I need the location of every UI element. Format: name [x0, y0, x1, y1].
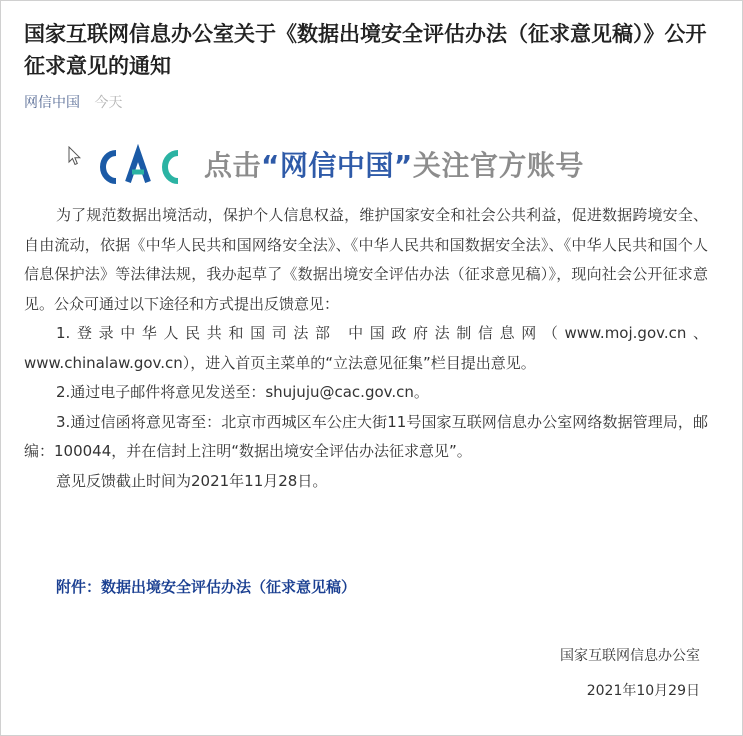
- publish-time: 今天: [94, 95, 123, 111]
- paragraph-intro: 为了规范数据出境活动，保护个人信息权益，维护国家安全和社会公共利益，促进数据跨境安全、自由流动，依据《中华人民共和国网络安全法》、《中华人民共和国数据安全法》、《中华人民共和国个人信息保护法》等法律法规，我办起草了《数据出境安全评估办法（征求意见稿）》，现向社会公开征求意见。公众可通过以下途径和方式提出反馈意见：: [24, 206, 708, 313]
- logo-text: CAC: [92, 144, 95, 145]
- paragraph-method-3: 3.通过信函将意见寄至：北京市西城区车公庄大街11号国家互联网信息办公室网络数据管理局，邮编：100044，并在信封上注明“数据出境安全评估办法征求意见”。: [24, 412, 708, 460]
- paragraph-method-1: 1.登录中华人民共和国司法部 中国政府法制信息网（www.moj.gov.cn、www.chinalaw.gov.cn），进入首页主菜单的“立法意见征集”栏目提出意见。: [24, 324, 708, 372]
- attachment-link[interactable]: 附件：数据出境安全评估办法（征求意见稿）: [56, 578, 357, 596]
- account-name-link[interactable]: 网信中国: [24, 95, 80, 111]
- banner-suffix: 关注官方账号: [412, 149, 584, 182]
- article-body: [24, 201, 708, 496]
- article-title: 国家互联网信息办公室关于《数据出境安全评估办法（征求意见稿）》公开征求意见的通知: [24, 22, 707, 78]
- paragraph-method-2: 2.通过电子邮件将意见发送至：shujuju@cac.gov.cn。: [56, 383, 429, 401]
- banner-prefix: 点击: [204, 149, 262, 182]
- signature-date: 2021年10月29日: [586, 683, 700, 699]
- article-meta: [24, 93, 122, 113]
- paragraph-deadline: 意见反馈截止时间为2021年11月28日。: [56, 471, 328, 490]
- banner-account-name: “网信中国”: [261, 149, 413, 182]
- mouse-pointer-icon: [68, 146, 82, 166]
- cac-logo-icon: [92, 144, 184, 190]
- follow-account-banner[interactable]: [92, 142, 652, 192]
- signature-organization: 国家互联网信息办公室: [560, 648, 700, 664]
- banner-caption: [204, 146, 584, 186]
